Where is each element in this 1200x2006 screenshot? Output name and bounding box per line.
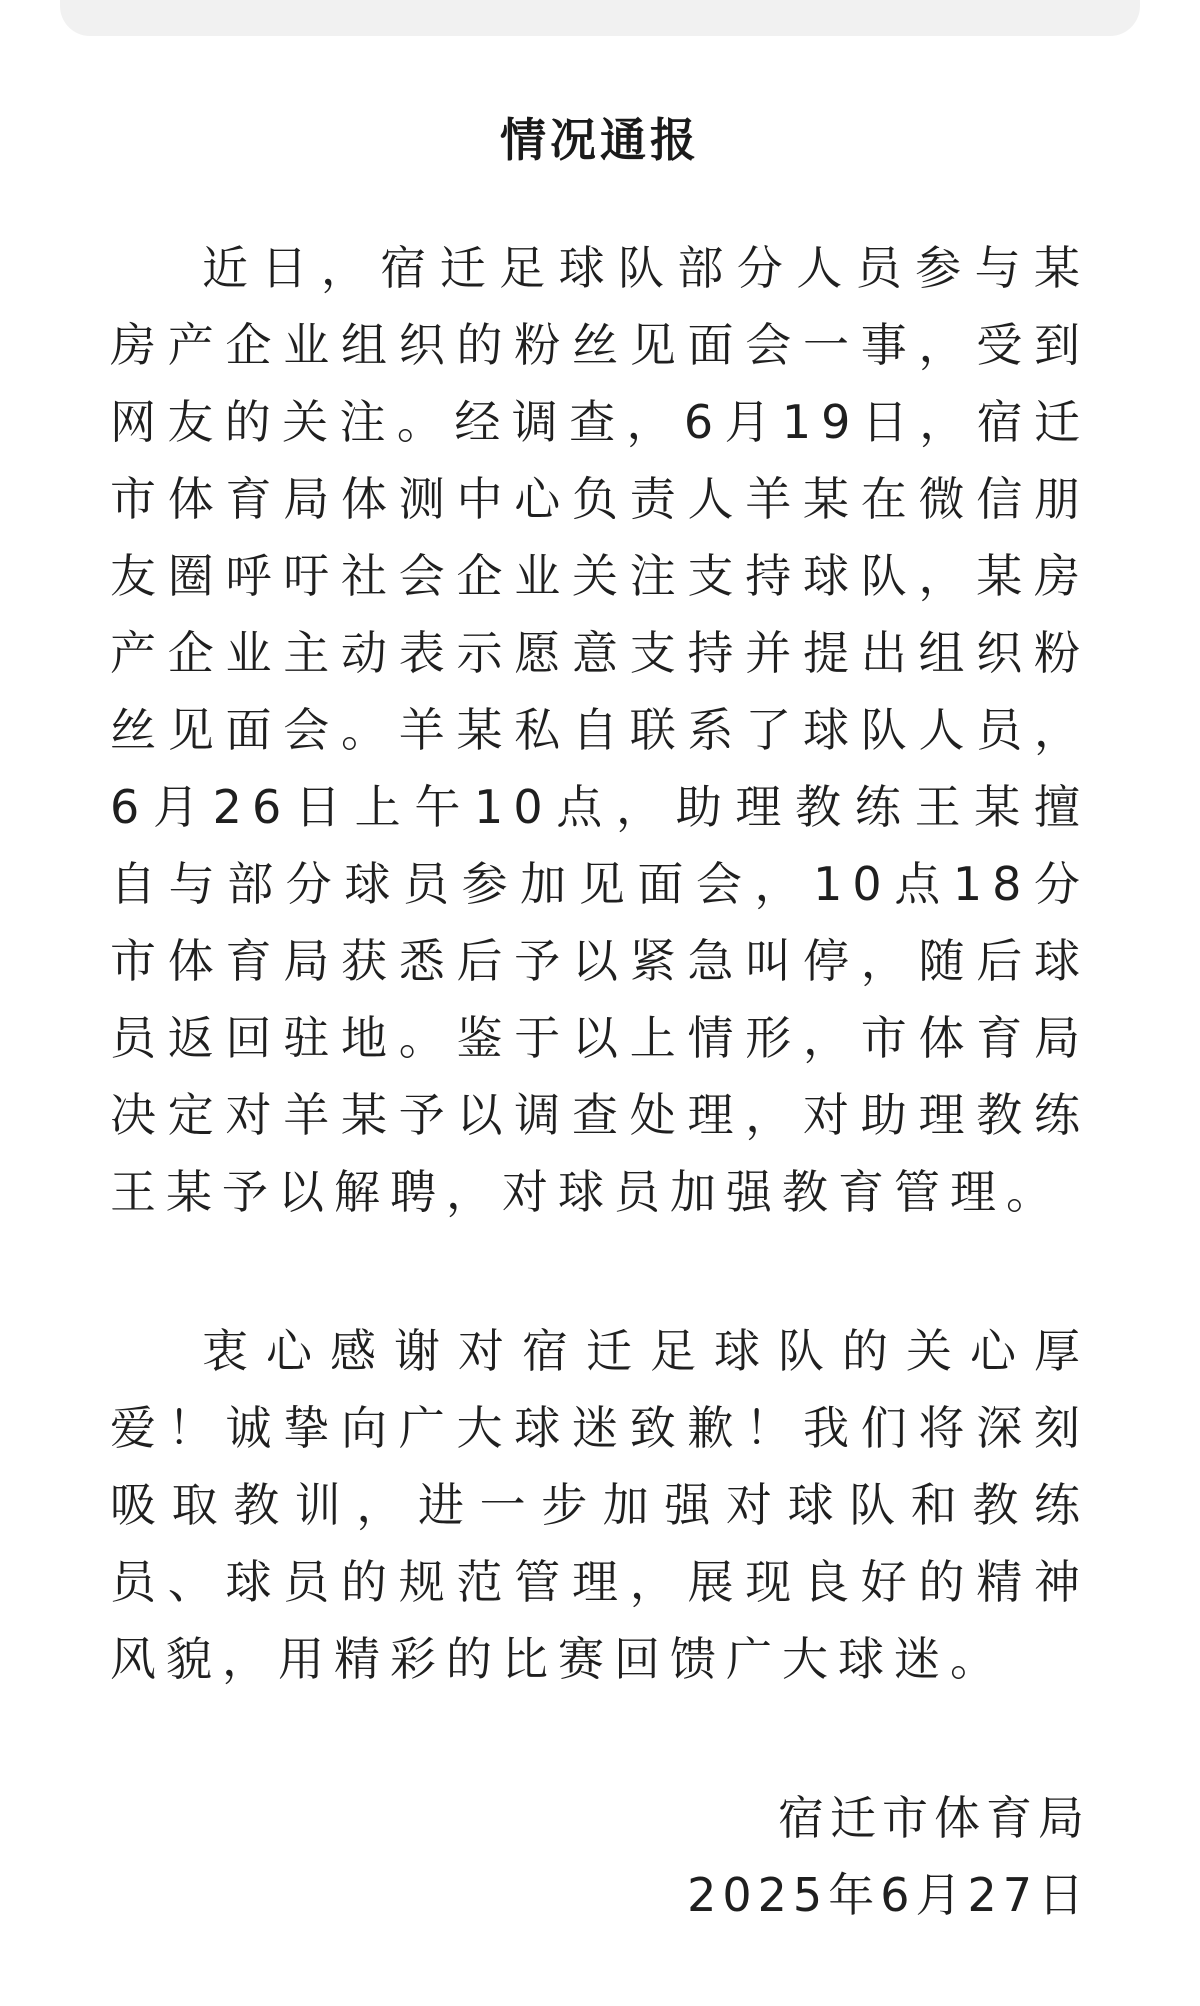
notice-document (110, 100, 1090, 1934)
signature-organization: 宿迁市体育局 (778, 1791, 1090, 1845)
top-bar-strip (60, 0, 1140, 36)
notice-title: 情况通报 (500, 113, 700, 167)
signature-block (110, 1780, 1090, 1934)
signature-date: 2025年6月27日 (687, 1868, 1090, 1922)
paragraph-apology: 衷心感谢对宿迁足球队的关心厚爱！诚挚向广大球迷致歉！我们将深刻吸取教训，进一步加强对球队和教练员、球员的规范管理，展现良好的精神风貌，用精彩的比赛回馈广大球迷。 (110, 1324, 1090, 1686)
paragraph-investigation: 近日，宿迁足球队部分人员参与某房产企业组织的粉丝见面会一事，受到网友的关注。经调查，6月19日，宿迁市体育局体测中心负责人羊某在微信朋友圈呼吁社会企业关注支持球队，某房产企业主动表示愿意支持并提出组织粉丝见面会。羊某私自联系了球队人员，6月26日上午10点，助理教练王某擅自与部分球员参加见面会，10点18分市体育局获悉后予以紧急叫停，随后球员返回驻地。鉴于以上情形，市体育局决定对羊某予以调查处理，对助理教练王某予以解聘，对球员加强教育管理。 (110, 241, 1090, 1219)
